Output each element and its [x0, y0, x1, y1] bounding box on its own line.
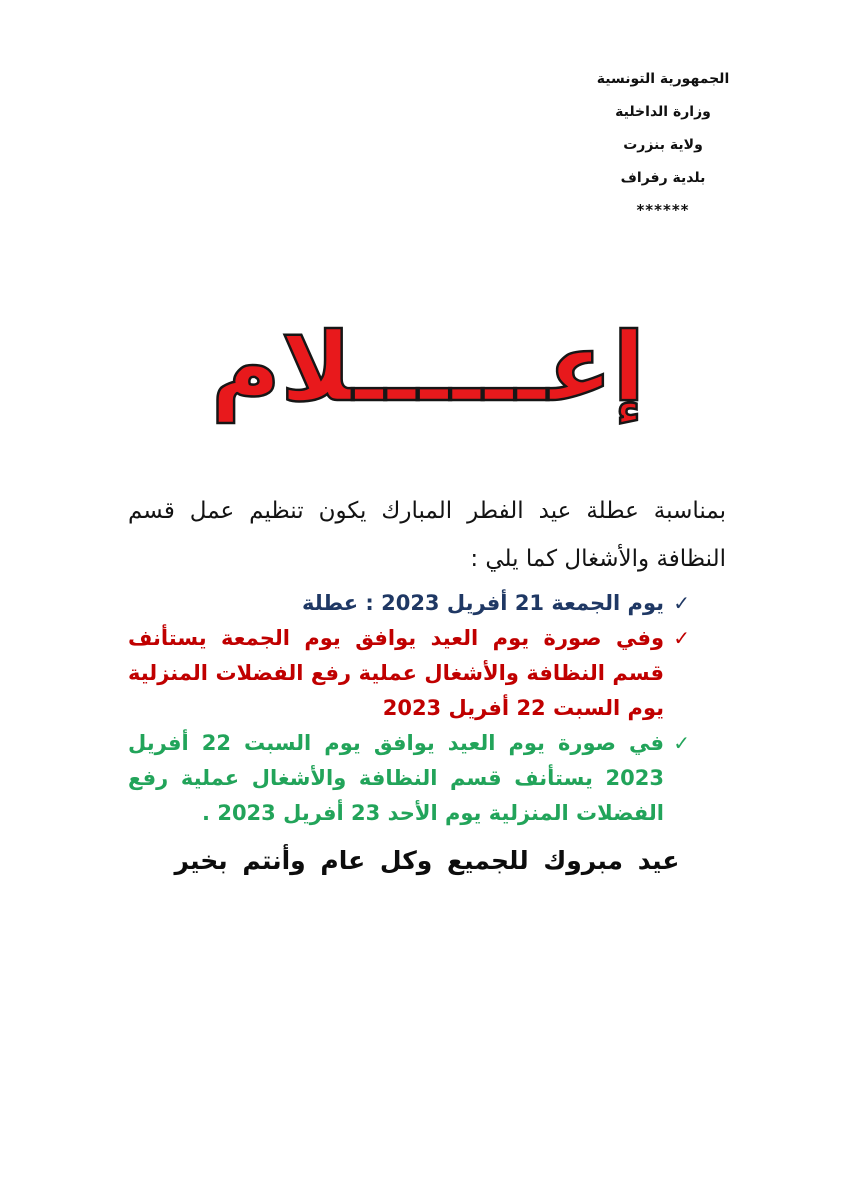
- checkmark-icon: ✓: [673, 591, 690, 615]
- schedule-list: [128, 586, 690, 831]
- letterhead-line-governorate: ولاية بنزرت: [623, 137, 703, 153]
- list-item-saturday-case: [128, 726, 690, 831]
- letterhead: [578, 66, 748, 228]
- checkmark-icon: ✓: [673, 731, 690, 755]
- list-item-text: وفي صورة يوم العيد يوافق يوم الجمعة يستأنف قسم النظافة والأشغال عملية رفع الفضلات المنزلية يوم السبت 22 أفريل 2023: [128, 626, 664, 720]
- list-item-friday-case: [128, 621, 690, 726]
- letterhead-line-republic: الجمهورية التونسية: [596, 71, 730, 87]
- intro-paragraph: بمناسبة عطلة عيد الفطر المبارك يكون تنظيم عمل قسم النظافة والأشغال كما يلي :: [128, 498, 726, 572]
- list-item-text: يوم الجمعة 21 أفريل 2023 : عطلة: [301, 591, 664, 615]
- greeting-line: عيد مبروك للجميع وكل عام وأنتم بخير: [174, 846, 680, 875]
- announcement-title: إعــــــلام: [210, 313, 646, 423]
- checkmark-icon: ✓: [673, 626, 690, 650]
- letterhead-separator-stars: ******: [636, 201, 690, 219]
- list-item-holiday: [128, 586, 690, 621]
- list-item-text: في صورة يوم العيد يوافق يوم السبت 22 أفريل 2023 يستأنف قسم النظافة والأشغال عملية رفع الفضلات المنزلية يوم الأحد 23 أفريل 2023 .: [128, 731, 665, 825]
- letterhead-line-municipality: بلدية رفراف: [620, 170, 706, 186]
- letterhead-line-ministry: وزارة الداخلية: [615, 104, 711, 120]
